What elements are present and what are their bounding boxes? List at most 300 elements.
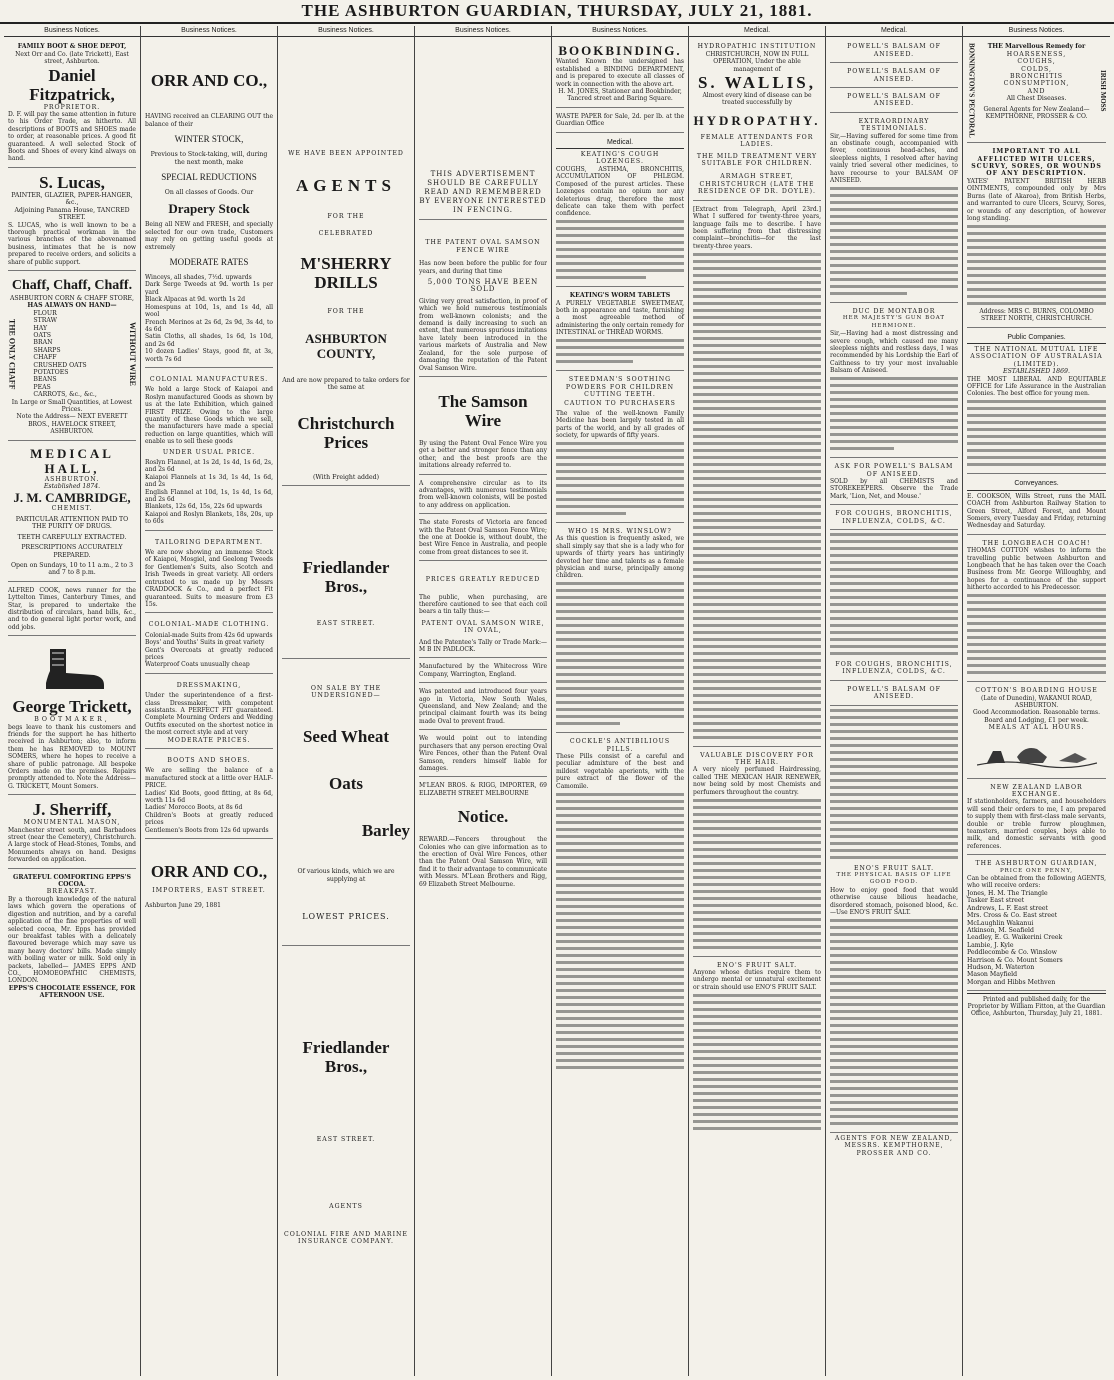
list-item: Kaiapoi Flannels at 1s 3d, 1s 4d, 1s 6d, and 2s <box>145 473 273 489</box>
text-line <box>556 1051 684 1057</box>
text-line <box>693 616 821 622</box>
ad-side-left: THE ONLY CHAFF <box>7 318 17 390</box>
text-line <box>556 946 684 952</box>
ad-dressmaking <box>145 676 273 749</box>
text-line <box>830 743 958 749</box>
text-line <box>556 359 633 365</box>
list-item: Winceys, all shades, 7½d. upwards <box>145 274 252 282</box>
list-item: Kaiapoi and Roslyn Blankets, 18s, 20s, up to 60s <box>145 510 273 526</box>
ad-title: VALUABLE DISCOVERY FOR THE HAIR. <box>700 751 814 767</box>
list-item: CONSUMPTION, <box>1003 80 1070 88</box>
list-item: Hudson, M. Waterton <box>967 963 1035 971</box>
ad-role: BOOTMAKER, <box>34 716 110 724</box>
ad-title: WHO IS MRS. WINSLOW? <box>568 527 672 535</box>
ad-samson-wire <box>419 379 547 475</box>
ad-line: Open on Sundays, 10 to 11 a.m., 2 to 3 and 7 to 8 p.m. <box>10 561 134 577</box>
ad-big: WINTER STOCK, <box>174 134 244 145</box>
text-line <box>693 259 821 265</box>
text-line <box>967 649 1106 655</box>
column-heading: Business Notices. <box>552 26 688 37</box>
text-line <box>693 847 821 853</box>
ad-title: GRATEFUL COMFORTING EPPS'S COCOA. <box>13 873 131 889</box>
text-line <box>830 932 958 938</box>
ad-sub: BREAKFAST. <box>46 888 98 896</box>
ad-name: S. Lucas, <box>39 172 105 192</box>
ad-boarding-house <box>967 684 1106 778</box>
text-line <box>556 1016 684 1022</box>
text-line <box>556 345 684 351</box>
text-line <box>830 249 958 255</box>
ad-sub: CHRISTCHURCH, NOW IN FULL OPERATION, Under the able management of <box>705 50 809 73</box>
text-line <box>693 329 821 335</box>
ad-body: begs leave to thank his customers and friends for the support he has hitherto received in Ashburton; also, to inform them he has REMOVED to MOUNT SOMERS, where he hopes to receive a share of public patronage. All bespoke Orders made on the premises. Repairs promptly attended to. Note the Address— G. TRICKETT, Mount Somers. <box>8 723 136 790</box>
ad-body: We are now showing an immense Stock of Kaiapoi, Mosgiel, and Geelong Tweeds for Gentlemen's Suits, also Scotch and Irish Tweeds in great variety. All orders entrusted to us made up by Messrs CRADDOCK & Co., and a perfect Fit guaranteed. Suits to measure from £3 15s. <box>145 549 273 608</box>
ad-body: Manchester street south, and Barbadoes street (near the Cemetery), Christchurch. A large stock of Head-Stones, Tombs, and Monuments always on hand. Designs forwarded on application. <box>8 826 136 864</box>
text-line <box>556 897 684 903</box>
text-line <box>830 567 958 573</box>
ad-sub: Next Orr and Co. (late Trickett), East street, Ashburton. <box>15 50 129 66</box>
text-line <box>693 343 821 349</box>
text-line <box>830 925 958 931</box>
text-line <box>556 693 684 699</box>
ad-line: FOR THE <box>327 212 365 220</box>
text-line <box>830 799 958 805</box>
text-line <box>830 609 958 615</box>
text-line <box>830 967 958 973</box>
ad-body: In Large or Small Quantities, at Lowest Prices. <box>11 398 133 414</box>
text-line <box>830 981 958 987</box>
text-line <box>830 806 958 812</box>
text-line <box>693 1105 821 1111</box>
text-line <box>830 1030 958 1036</box>
text-line <box>693 602 821 608</box>
ad-sub: PRICE ONE PENNY, <box>999 867 1074 874</box>
ad-big: Drapery Stock <box>168 201 250 217</box>
list-item: BRONCHITIS <box>1009 73 1064 81</box>
text-line <box>693 1021 821 1027</box>
ad-line: PRESCRIPTIONS ACCURATELY PREPARED. <box>21 544 123 559</box>
list-item: FLOUR <box>33 309 57 317</box>
text-line <box>556 686 684 692</box>
ad-addr: H. M. JONES, Stationer and Bookbinder, Tancred street and Baring Square. <box>558 88 682 103</box>
ad-name: Chaff, Chaff, Chaff. <box>11 277 133 293</box>
list-item: Morgan and Hibbs Methven <box>967 978 1056 986</box>
text-line <box>556 483 684 489</box>
text-line <box>830 1065 958 1071</box>
column-heading: Medical. <box>689 26 825 37</box>
text-line <box>967 231 1106 237</box>
list-item: Leadley, E. G. Waikerini Creek <box>967 934 1063 942</box>
text-line <box>693 945 821 951</box>
ad-keating-lozenges <box>556 135 684 288</box>
text-line <box>830 256 958 262</box>
text-line <box>693 896 821 902</box>
text-line <box>830 376 958 382</box>
ad-addr: Address: MRS C. BURNS, COLOMBO STREET NORTH, CHRISTCHURCH. <box>979 307 1094 323</box>
ad-sub: IMPORTERS, EAST STREET. <box>152 887 266 895</box>
ad-powell-1: POWELL'S BALSAM OF ANISEED. <box>830 40 958 63</box>
text-line <box>830 1051 958 1057</box>
ad-body: By a thorough knowledge of the natural laws which govern the operations of digestion and nutrition, and by a careful application of the fine properties of well selected cocoa, Mr. Epps has provided our breakfast tables with a delicately flavoured beverage which may save us many heavy doctors' bills. Made simply with boiling water or milk. Sold only in packets, labelled— JAMES EPPS AND CO., HOMOEOPATHIC CHEMISTS, LONDON. <box>8 895 136 985</box>
text-line <box>830 560 958 566</box>
text-line <box>967 224 1106 230</box>
list-item: Tasker East street <box>967 897 1025 905</box>
text-line <box>830 1009 958 1015</box>
text-line <box>693 420 821 426</box>
ad-title: BOOTS AND SHOES. <box>167 757 251 764</box>
ad-keating-worms <box>556 289 684 371</box>
ad-sub: UNDER USUAL PRICE. <box>162 448 256 456</box>
text-line <box>556 462 684 468</box>
text-line <box>693 889 821 895</box>
ad-sub: ESTABLISHED 1869. <box>1003 368 1070 376</box>
text-line <box>693 315 821 321</box>
list-item: Mrs. Cross & Co. East street <box>967 912 1058 920</box>
text-line <box>556 672 684 678</box>
ad-powell-3: POWELL'S BALSAM OF ANISEED. <box>830 90 958 113</box>
list-item: COUGHS, <box>1017 58 1056 66</box>
ad-title: WASTE PAPER for Sale, 2d. per lb. at the Guardian Office <box>556 112 684 128</box>
text-line <box>556 476 684 482</box>
list-item: Jones, H. M. The Triangle <box>967 889 1048 897</box>
text-line <box>967 663 1106 669</box>
ad-national-mutual <box>967 330 1106 475</box>
text-line <box>830 1100 958 1106</box>
text-line <box>967 420 1106 426</box>
column-3 <box>278 26 415 1376</box>
text-line <box>693 854 821 860</box>
text-line <box>556 1030 684 1036</box>
ad-title: BOOKBINDING. <box>558 43 682 59</box>
text-line <box>967 600 1106 606</box>
column-4 <box>415 26 552 1376</box>
ad-sub: 5,000 TONS HAVE BEEN SOLD <box>427 278 539 294</box>
ad-powell-4: POWELL'S BALSAM OF ANISEED. <box>830 683 958 706</box>
text-line <box>967 441 1106 447</box>
ad-lead: ON SALE BY THE UNDERSIGNED— <box>310 684 382 700</box>
text-line <box>556 981 684 987</box>
text-line <box>830 771 958 777</box>
ad-body: SOLD by all CHEMISTS and STOREKEEPERS. Observe the Trade Mark, 'Lion, Net, and Mouse.' <box>830 477 958 500</box>
ad-body: The state Forests of Victoria are fenced with the Patent Oval Samson Fence Wire; the one at Dookie is, without doubt, the best Wire Fence in Australia, and people come from great distances to see it. <box>419 519 547 556</box>
text-line <box>830 630 958 636</box>
text-line <box>967 287 1106 293</box>
text-line <box>556 637 684 643</box>
text-line <box>556 455 684 461</box>
ad-lucas <box>8 170 136 271</box>
ad-line: THE MILD TREATMENT VERY SUITABLE FOR CHILDREN. <box>696 152 818 168</box>
text-line <box>830 988 958 994</box>
text-line <box>693 651 821 657</box>
list-item: STRAW <box>33 317 58 325</box>
ad-body: Was patented and introduced four years ago in Victoria, New South Wales, Queensland, and New Zealand; and the principal claimant fourth was its being made Oval to prevent fraud. <box>419 688 547 725</box>
ad-addr: M'LEAN BROS. & RIGG, IMPORTER, 69 ELIZABETH STREET MELBOURNE <box>419 782 547 797</box>
ad-title: THE Marvellous Remedy for <box>987 43 1086 51</box>
ad-title: THE PATENT OVAL SAMSON FENCE WIRE <box>425 239 541 254</box>
column-heading: Business Notices. <box>4 26 140 37</box>
ad-montabor <box>830 305 958 458</box>
ad-circular <box>419 477 547 515</box>
list-item: Dark Serge Tweeds at 9d. worth 1s per yard <box>145 281 273 296</box>
text-line <box>693 658 821 664</box>
ad-body: A PURELY VEGETABLE SWEETMEAT, both in appearance and taste, furnishing a most agreeable method of administering the only certain remedy for INTESTINAL or THREAD WORMS. <box>556 299 684 337</box>
text-line <box>967 448 1106 454</box>
text-line <box>556 925 684 931</box>
ad-name: ORR AND CO., <box>150 862 268 882</box>
ad-role: PROPRIETOR. <box>43 103 101 111</box>
text-line <box>556 261 684 267</box>
ad-body: The public, when purchasing, are therefore cautioned to see that each coil bears a tin tally thus:— <box>419 593 547 616</box>
ad-body: As this question is frequently asked, we shall simply say that she is a lady who for upwards of thirty years has untiringly devoted her time and talents as a female physician and nurse, principally among children. <box>556 535 684 580</box>
list-item: All Chest Diseases. <box>1006 95 1067 103</box>
text-line <box>693 630 821 636</box>
text-line <box>830 1093 958 1099</box>
text-line <box>556 700 684 706</box>
text-line <box>830 221 958 227</box>
text-line <box>556 240 684 246</box>
text-line <box>967 614 1106 620</box>
text-line <box>693 539 821 545</box>
list-item: Mason Mayfield <box>967 971 1018 979</box>
list-item: HOARSENESS, <box>1006 50 1067 58</box>
ad-eno-fruit-salt <box>830 862 958 1133</box>
text-line <box>556 588 684 594</box>
ad-date: Ashburton June 29, 1881 <box>145 902 221 910</box>
text-line <box>967 245 1106 251</box>
text-line <box>830 602 958 608</box>
text-line <box>693 581 821 587</box>
text-line <box>693 553 821 559</box>
ad-msherry-drills <box>282 40 410 486</box>
text-line <box>967 252 1106 258</box>
text-line <box>693 993 821 999</box>
ad-samson-fence <box>419 222 547 377</box>
ad-body: [Extract from Telegraph, April 23rd.] What I suffered for twenty-three years, language fails me to describe. I have been suffering from that distressing complaint—bronchitis—for the last twenty-three years. <box>693 205 821 250</box>
text-line <box>556 806 684 812</box>
text-line <box>556 827 684 833</box>
text-line <box>967 628 1106 634</box>
ad-body: A comprehensive circular as to its advantages, with numerous testimonials from well-known colonists, will be posted to any address on application. <box>419 479 547 509</box>
text-line <box>556 848 684 854</box>
list-item: Blankets, 12s 6d, 15s, 22s 6d upwards <box>145 503 263 511</box>
list-item: Ladies' Morocco Boots, at 8s 6d <box>145 804 243 812</box>
text-line <box>830 270 958 276</box>
ad-patented <box>419 685 547 730</box>
text-line <box>693 322 821 328</box>
text-line <box>556 609 684 615</box>
text-line <box>556 960 684 966</box>
ad-addr: Adjoining Panama House, TANCRED STREET. <box>14 206 130 222</box>
text-line <box>693 273 821 279</box>
ad-body: By using the Patent Oval Fence Wire you get a better and stronger fence than any other, and the best proofs are the imitations already referred to. <box>419 439 547 470</box>
text-line <box>967 656 1106 662</box>
list-item: Waterproof Coats unusually cheap <box>145 661 250 669</box>
ad-name: Daniel Fitzpatrick, <box>29 65 115 104</box>
ad-line: FOR THE <box>327 307 365 315</box>
ad-title: COLONIAL-MADE CLOTHING. <box>148 621 270 629</box>
list-item: HAY <box>33 324 48 332</box>
text-line <box>830 263 958 269</box>
ad-body: The value of the well-known Family Medicine has been largely tested in all parts of the world, and by all grades of society, for upwards of fifty years. <box>556 409 684 439</box>
list-item: Boys' and Youths' Suits in great variety <box>145 639 265 647</box>
ad-body: Under the superintendence of a first-class Dressmaker, with competent assistants. A PERFECT FIT guaranteed. Complete Mourning Orders and Wedding Outfits executed on the shortest notice in the most correct style and at very <box>145 692 273 737</box>
ad-trickett <box>8 638 136 795</box>
ad-boots-shoes <box>145 751 273 839</box>
text-line <box>556 623 684 629</box>
text-line <box>693 868 821 874</box>
text-line <box>693 1126 821 1132</box>
ad-body: S. LUCAS, who is well known to be a thorough practical workman in the various branches of the abovenamed business, intimates that he is now prepared to receive orders, and solicits a share of public support. <box>8 221 136 266</box>
ad-steedman <box>556 373 684 523</box>
text-line <box>967 635 1106 641</box>
ad-testimonials <box>830 115 958 303</box>
list-item: COLDS, <box>1021 65 1052 73</box>
text-line <box>693 924 821 930</box>
ad-line: Board and Lodging, £1 per week. <box>984 716 1089 724</box>
ad-body: How to enjoy good food that would otherwise cause bilious headache, disordered stomach, poisoned blood, &c.—Use ENO'S FRUIT SALT. <box>830 886 958 917</box>
ad-seed-wheat <box>282 661 410 946</box>
list-item: Black Alpacas at 9d. worth 1s 2d <box>145 296 246 304</box>
ploughing-illustration <box>977 735 1097 771</box>
list-item: Satin Cloths, all shades, 1s 6d, 1s 10d, and 2s 6d <box>145 333 273 348</box>
ad-big: The Samson Wire <box>438 391 528 430</box>
text-line <box>556 995 684 1001</box>
text-line <box>693 686 821 692</box>
text-line <box>830 539 958 545</box>
text-line <box>556 918 684 924</box>
text-line <box>693 350 821 356</box>
ad-lead: HAVING received an CLEARING OUT the balance of their <box>145 113 273 128</box>
ad-big: Christchurch Prices <box>297 413 395 452</box>
ad-line: PARTICULAR ATTENTION PAID TO THE PURITY OF DRUGS. <box>15 515 129 531</box>
chaff-list <box>8 310 136 399</box>
text-line <box>830 946 958 952</box>
text-line <box>556 932 684 938</box>
text-line <box>830 750 958 756</box>
ad-body: Can be obtained from the following AGENTS, who will receive orders: <box>967 875 1106 890</box>
list-item: BEANS <box>33 376 57 384</box>
ad-big: HYDROPATHY. <box>693 112 821 128</box>
text-line <box>830 193 958 199</box>
ad-title: COTTON'S BOARDING HOUSE <box>975 687 1098 695</box>
text-line <box>693 1070 821 1076</box>
text-line <box>556 714 684 720</box>
text-line <box>967 413 1106 419</box>
text-line <box>830 1044 958 1050</box>
ad-body: Sir,—Having had a most distressing and severe cough, which caused me many sleepless nights and restless days, I was recommended by his Lordship the Earl of Caithness to try your most invaluable Balsam of Aniseed. <box>830 330 958 375</box>
text-line <box>556 448 684 454</box>
ad-title: KEATING'S COUGH LOZENGES. <box>580 151 660 166</box>
text-line <box>830 841 958 847</box>
text-line <box>556 792 684 798</box>
text-line <box>556 1009 684 1015</box>
text-line <box>830 715 958 721</box>
ad-eno-col6 <box>693 959 821 1137</box>
text-line <box>693 252 821 258</box>
text-line <box>967 399 1106 405</box>
ad-body: We would point out to intending purchasers that any person erecting Oval Wire Fences, other than the Patent Oval Samson, renders himself liable for damages. <box>419 735 547 772</box>
orr-name: ORR AND CO., <box>150 71 268 91</box>
ad-herb-ointment <box>967 145 1106 327</box>
ad-side-right: IRISH MOSS <box>1099 70 1107 112</box>
ad-title: THE LONGBEACH COACH! <box>982 539 1091 547</box>
ad-sub: (Late of Dunedin), WAKANUI ROAD, ASHBURTON. <box>980 694 1092 709</box>
ad-big: Seed Wheat <box>302 727 390 747</box>
text-line <box>693 490 821 496</box>
list-item: Atkinson, M. Seafield <box>967 926 1034 934</box>
text-line <box>693 637 821 643</box>
text-line <box>830 411 958 417</box>
text-line <box>693 448 821 454</box>
text-line <box>830 397 958 403</box>
list-item: SHARPS <box>33 346 61 354</box>
ad-chaff <box>8 273 136 441</box>
ad-big: SPECIAL REDUCTIONS <box>161 172 257 183</box>
ad-orr-footer <box>145 841 273 914</box>
ad-fencing-notice <box>419 40 547 220</box>
text-line <box>830 623 958 629</box>
list-item: OATS <box>33 331 51 339</box>
ad-waste-paper <box>556 110 684 133</box>
text-line <box>693 567 821 573</box>
text-line <box>693 308 821 314</box>
text-line <box>830 953 958 959</box>
ad-title: ENO'S FRUIT SALT. <box>853 864 935 872</box>
ad-side-right: WITHOUT WIRE <box>128 322 137 387</box>
text-line <box>693 728 821 734</box>
ad-role: MONUMENTAL MASON, <box>23 819 121 827</box>
text-line <box>967 462 1106 468</box>
text-line <box>830 588 958 594</box>
text-line <box>830 651 958 657</box>
text-line <box>693 546 821 552</box>
ad-big: ASHBURTON COUNTY, <box>305 331 387 362</box>
list-item: Roslyn Flannel, at 1s 2d, 1s 4d, 1s 6d, 2s, and 2s 6d <box>145 459 273 474</box>
list-item: CARROTS, &c., &c., <box>33 391 97 399</box>
text-line <box>830 708 958 714</box>
text-line <box>830 546 958 552</box>
text-line <box>830 855 958 861</box>
text-line <box>830 1114 958 1120</box>
text-line <box>693 357 821 363</box>
text-line <box>693 665 821 671</box>
ad-body: Being all NEW and FRESH, and specially selected for our own trade, Customers may rely on getting useful goods at extremely <box>145 221 273 251</box>
ad-body: ALFRED COOK, news runner for the Lyttelton Times, Canterbury Times, and Star, is prepared to undertake the distribution of circulars, hand bills, &c., and to do general light porter work, and odd jobs. <box>8 586 136 631</box>
text-line <box>693 266 821 272</box>
text-line <box>693 1091 821 1097</box>
list-item: Ladies' Kid Boots, good fitting, at 8s 6d, worth 11s 6d <box>145 789 273 805</box>
column-heading: Business Notices. <box>415 26 551 37</box>
list-item: Gent's Overcoats at greatly reduced prices <box>145 646 273 661</box>
text-line <box>693 805 821 811</box>
text-line <box>693 385 821 391</box>
column-heading: Business Notices. <box>963 26 1110 37</box>
column-5 <box>552 26 689 1376</box>
text-line <box>556 799 684 805</box>
text-line <box>693 875 821 881</box>
text-line <box>556 226 684 232</box>
text-line <box>830 974 958 980</box>
ad-line: FEMALE ATTENDANTS FOR LADIES. <box>700 133 814 149</box>
column-7 <box>826 26 963 1376</box>
text-line <box>556 904 684 910</box>
ad-title: ENO'S FRUIT SALT. <box>716 961 798 969</box>
text-line <box>693 427 821 433</box>
text-line <box>967 266 1106 272</box>
ad-body: Manufactured by the Whitecross Wire Company, Warrington, England. <box>419 663 547 678</box>
ad-big: M'SHERRY DRILLS <box>300 253 392 292</box>
ad-powell-2: POWELL'S BALSAM OF ANISEED. <box>830 65 958 88</box>
